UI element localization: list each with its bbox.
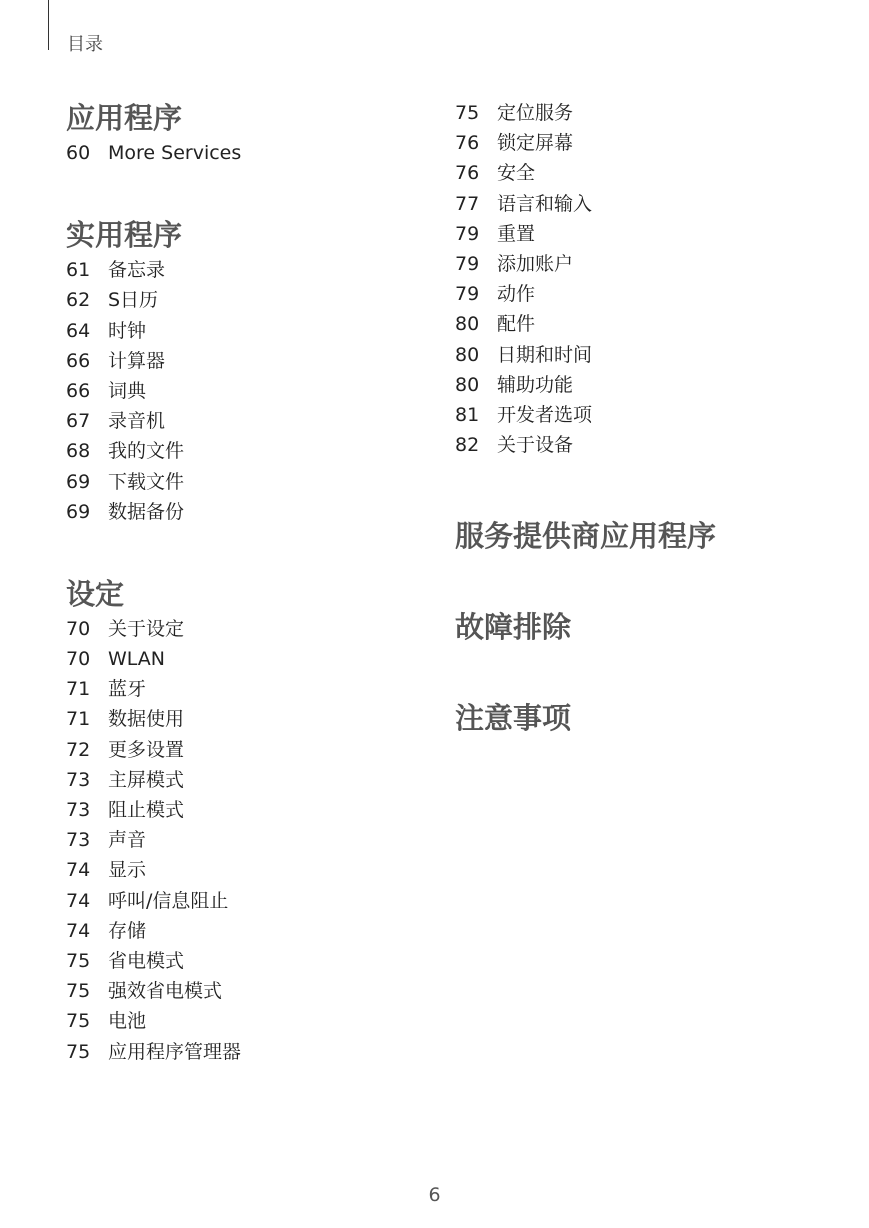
toc-page-number: 66 (66, 379, 91, 402)
section-title-utilities[interactable]: 实用程序 (66, 218, 183, 253)
toc-entry[interactable] (66, 138, 426, 168)
toc-page-number: 75 (66, 980, 91, 1003)
toc-page-number: 80 (455, 313, 480, 336)
toc-entry-label: 重置 (497, 222, 536, 245)
toc-page-number: 60 (66, 142, 91, 164)
toc-entry-label: 计算器 (108, 349, 166, 372)
toc-page-number: 67 (66, 410, 91, 433)
toc-entry[interactable] (66, 795, 426, 825)
toc-entry[interactable] (66, 467, 426, 497)
toc-page-number: 62 (66, 289, 91, 312)
toc-entry-label: 时钟 (108, 319, 147, 342)
toc-page-number: 74 (66, 889, 91, 912)
toc-entry-label: More Services (108, 142, 242, 164)
toc-entry[interactable] (455, 279, 855, 309)
toc-entry-label: 省电模式 (108, 949, 185, 972)
section-title-troubleshooting[interactable]: 故障排除 (455, 610, 572, 645)
toc-entry-label: 应用程序管理器 (108, 1040, 242, 1063)
toc-entry-label: 我的文件 (108, 440, 185, 463)
toc-entry-label: 配件 (497, 313, 536, 336)
toc-entry[interactable] (66, 255, 426, 285)
toc-page-number: 72 (66, 738, 91, 761)
toc-entry-label: 锁定屏幕 (497, 132, 574, 155)
toc-entry[interactable] (66, 735, 426, 765)
toc-entry[interactable] (66, 406, 426, 436)
toc-entry[interactable] (455, 400, 855, 430)
toc-page-number: 69 (66, 470, 91, 493)
toc-entry-label: 定位服务 (497, 102, 574, 124)
toc-entry[interactable] (66, 1037, 426, 1067)
toc-page-number: 76 (455, 132, 480, 155)
toc-page-number: 79 (455, 222, 480, 245)
toc-entry[interactable] (455, 158, 855, 188)
toc-entry-label: 强效省电模式 (108, 980, 223, 1003)
toc-page-number: 73 (66, 829, 91, 852)
toc-page-number: 80 (455, 373, 480, 396)
toc-page-number: 75 (66, 1040, 91, 1063)
header-title: 目录 (67, 34, 103, 55)
left-column (66, 98, 426, 1067)
toc-entry-label: 电池 (108, 1010, 147, 1033)
toc-page-number: 71 (66, 708, 91, 731)
toc-entry-label: 呼叫/信息阻止 (108, 889, 229, 912)
toc-entry-label: 数据备份 (108, 500, 185, 523)
toc-page-number: 82 (455, 434, 480, 457)
section-title-carrier-apps[interactable]: 服务提供商应用程序 (455, 519, 717, 554)
toc-page-number: 70 (66, 648, 91, 671)
toc-entry[interactable] (455, 430, 855, 460)
toc-entry[interactable] (66, 886, 426, 916)
toc-page-number: 73 (66, 799, 91, 821)
toc-page-number: 71 (66, 678, 91, 701)
toc-entry[interactable] (66, 765, 426, 795)
toc-entry[interactable] (66, 855, 426, 885)
toc-entry[interactable] (66, 285, 426, 315)
toc-page-number: 75 (66, 949, 91, 972)
toc-page-number: 61 (66, 259, 91, 282)
toc-entry[interactable] (66, 1006, 426, 1036)
toc-entry[interactable] (66, 916, 426, 946)
toc-entry-label: 关于设备 (497, 434, 574, 457)
toc-page-number: 74 (66, 859, 91, 882)
toc-entry-label: S日历 (108, 289, 159, 312)
toc-entry[interactable] (455, 340, 855, 370)
right-column (455, 98, 855, 738)
toc-page-number: 75 (455, 102, 480, 124)
toc-entry-label: 存储 (108, 919, 147, 942)
toc-entry-label: 主屏模式 (108, 768, 185, 791)
toc-page-number: 69 (66, 500, 91, 523)
toc-page-number: 80 (455, 343, 480, 366)
toc-entry[interactable] (455, 128, 855, 158)
toc-list-settings-continued (455, 98, 855, 460)
toc-entry[interactable] (455, 309, 855, 339)
toc-page-number: 75 (66, 1010, 91, 1033)
toc-page-number: 68 (66, 440, 91, 463)
toc-entry-label: 辅助功能 (497, 373, 574, 396)
toc-entry-label: 安全 (497, 162, 536, 185)
toc-page-number: 79 (455, 283, 480, 306)
toc-entry-label: 添加账户 (497, 252, 574, 275)
toc-page-number: 66 (66, 349, 91, 372)
toc-entry[interactable] (66, 976, 426, 1006)
toc-entry[interactable] (66, 614, 426, 644)
toc-entry[interactable] (66, 825, 426, 855)
toc-entry[interactable] (455, 98, 855, 128)
toc-list-utilities (66, 255, 426, 527)
toc-entry[interactable] (455, 189, 855, 219)
toc-entry-label: 关于设定 (108, 617, 185, 640)
toc-entry-label: 开发者选项 (497, 403, 593, 426)
toc-page-number: 76 (455, 162, 480, 185)
toc-page-number: 79 (455, 252, 480, 275)
toc-page-number: 74 (66, 919, 91, 942)
toc-entry-label: 更多设置 (108, 738, 185, 761)
toc-entry[interactable] (66, 376, 426, 406)
toc-entry[interactable] (66, 346, 426, 376)
toc-entry-label: 蓝牙 (108, 678, 147, 701)
toc-entry[interactable] (66, 674, 426, 704)
toc-page-number: 73 (66, 768, 91, 791)
toc-page-number: 64 (66, 319, 91, 342)
toc-entry[interactable] (455, 249, 855, 279)
page-number: 6 (428, 1184, 441, 1206)
toc-entry[interactable] (66, 316, 426, 346)
toc-entry-label: 录音机 (108, 410, 166, 433)
toc-entry[interactable] (66, 704, 426, 734)
section-title-settings[interactable]: 设定 (66, 576, 125, 611)
toc-entry-label: 词典 (108, 379, 147, 402)
toc-entry-label: 备忘录 (108, 259, 166, 282)
toc-entry-label: 显示 (108, 859, 147, 882)
toc-entry-label: 声音 (108, 829, 147, 852)
toc-entry[interactable] (66, 497, 426, 527)
toc-list-settings (66, 614, 426, 1067)
toc-page-number: 81 (455, 403, 480, 426)
toc-entry[interactable] (455, 370, 855, 400)
toc-page-number: 77 (455, 192, 480, 215)
toc-entry[interactable] (66, 436, 426, 466)
toc-entry-label: 日期和时间 (497, 343, 593, 366)
header-divider-line (48, 0, 49, 50)
toc-entry[interactable] (66, 946, 426, 976)
toc-entry-label: WLAN (108, 648, 166, 671)
toc-entry-label: 阻止模式 (108, 799, 185, 821)
toc-entry[interactable] (455, 219, 855, 249)
toc-entry-label: 下载文件 (108, 470, 185, 493)
toc-entry-label: 数据使用 (108, 708, 185, 731)
toc-page-number: 70 (66, 617, 91, 640)
toc-entry[interactable] (66, 644, 426, 674)
section-title-safety-info[interactable]: 注意事项 (455, 701, 572, 736)
toc-entry-label: 动作 (497, 283, 536, 306)
toc-list-apps (66, 138, 426, 168)
toc-entry-label: 语言和输入 (497, 192, 593, 215)
section-title-apps[interactable]: 应用程序 (66, 101, 183, 135)
